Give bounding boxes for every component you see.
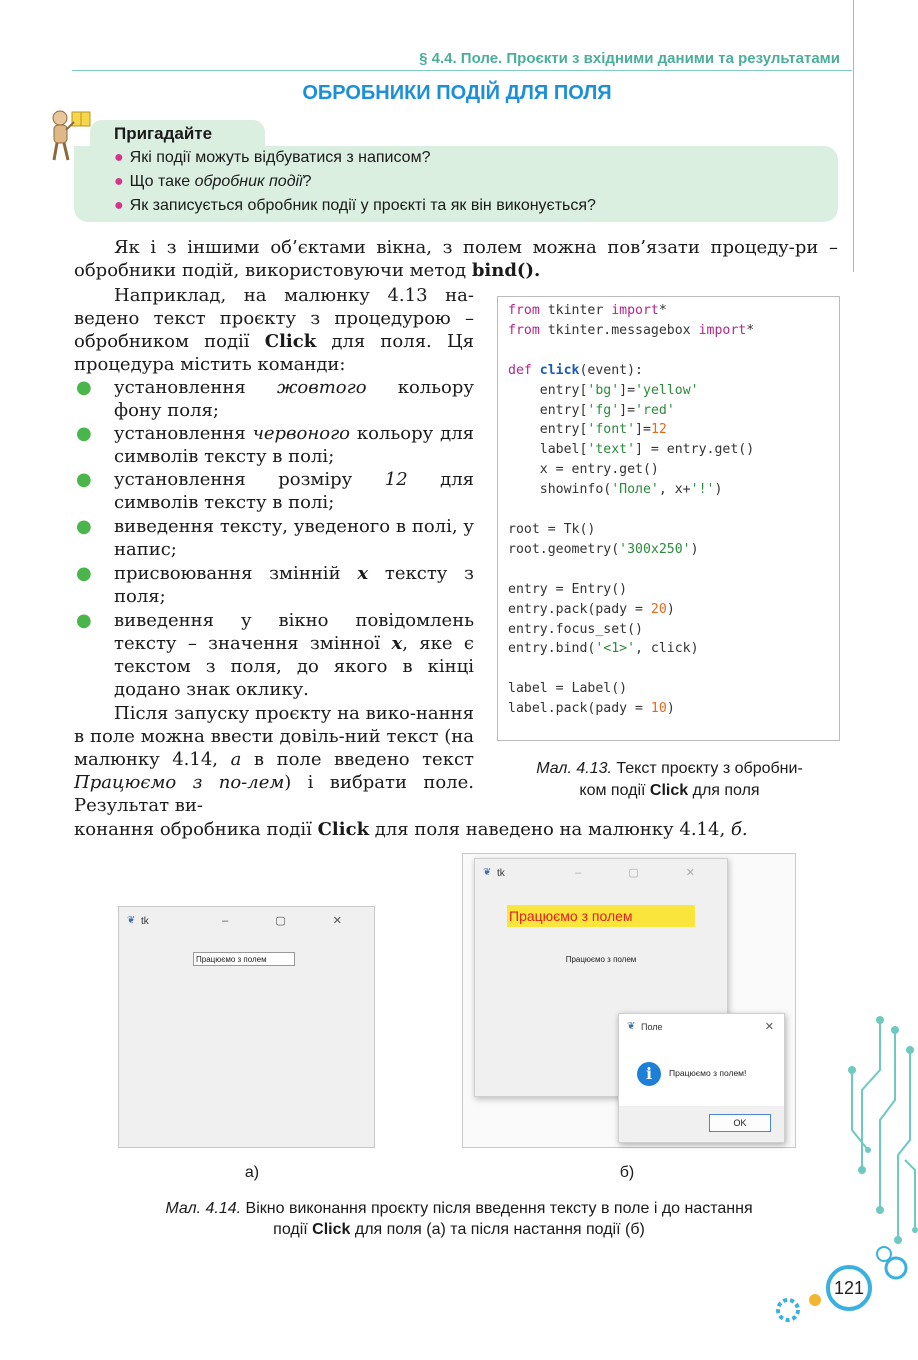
bullet-item: ● виведення тексту, уведеного в полі, у напис; bbox=[76, 516, 474, 560]
margin-rule bbox=[853, 0, 854, 272]
code-listing bbox=[497, 296, 840, 741]
ok-button[interactable]: OK bbox=[709, 1114, 771, 1132]
result-label: Працюємо з полем bbox=[565, 955, 637, 964]
feather-icon: ❦ bbox=[483, 867, 492, 878]
dialog-message: Працюємо з полем! bbox=[669, 1068, 747, 1078]
section-header: § 4.4. Поле. Проєкти з вхідними даними та результатами bbox=[419, 50, 840, 67]
page-title: ОБРОБНИКИ ПОДІЙ ДЛЯ ПОЛЯ bbox=[302, 82, 612, 104]
feather-icon: ❦ bbox=[127, 915, 136, 926]
paragraph-run: Після запуску проєкту на вико-нання в поле можна ввести довіль-ний текст (на малюнку 4.14, а в поле введено текст Працюємо з по-лем) і вибрати поле. Результат ви- bbox=[74, 703, 474, 816]
window-titlebar bbox=[475, 859, 727, 887]
recall-item: ● Які події можуть відбуватися з написом? bbox=[114, 149, 431, 166]
gear-icon bbox=[770, 1282, 830, 1332]
window-title: tk bbox=[141, 916, 149, 927]
recall-item: ● Як записується обробник події у проєкті та як він виконується? bbox=[114, 197, 596, 214]
dialog-title: Поле bbox=[641, 1022, 663, 1032]
window-controls[interactable]: – ▢ ✕ bbox=[575, 867, 717, 879]
bullet-item: ● установлення розміру 12 для символів тексту в полі; bbox=[76, 469, 474, 513]
entry-field-highlighted[interactable]: Працюємо з полем bbox=[507, 905, 695, 927]
recall-item: ● Що таке обробник події? bbox=[114, 173, 312, 190]
feather-icon: ❦ bbox=[627, 1021, 636, 1032]
figure-caption-4-14: Мал. 4.14. Вікно виконання проєкту після введення тексту в поле і до настання події Click для поля (а) та після настання події (б) bbox=[165, 1200, 753, 1238]
window-controls[interactable]: – ▢ ✕ bbox=[222, 915, 364, 927]
page-number: 121 bbox=[833, 1278, 865, 1298]
code-text: from tkinter import* from tkinter.messagebox import* def click(event): entry['bg']='yellow' entry['fg']='red' entry['font']=12 label['text'] = entry.get() x = entry.get() showinfo('Поле', x+'!') root = Tk() root.geometry('300x250') entry = Entry() entry.pack(pady = 20) entry.focus_set() entry.bind('<1>', click) label = Label() label.pack(pady = 10) bbox=[508, 303, 755, 717]
close-icon[interactable]: ✕ bbox=[764, 1021, 774, 1033]
dialog-footer bbox=[619, 1106, 784, 1142]
subfigure-label-a: а) bbox=[244, 1164, 260, 1181]
window-titlebar bbox=[119, 907, 374, 935]
bullet-item: ● установлення жовтого кольору фону поля; bbox=[76, 377, 474, 421]
recall-title: Пригадайте bbox=[114, 124, 213, 143]
entry-field[interactable]: Працюємо з полем bbox=[193, 952, 295, 966]
bullet-item: ● установлення червоного кольору для символів тексту в полі; bbox=[76, 423, 474, 467]
subfigure-label-b: б) bbox=[619, 1164, 635, 1181]
info-icon: i bbox=[637, 1062, 661, 1086]
header-rule bbox=[72, 70, 852, 71]
paragraph-result: конання обробника події Click для поля наведено на малюнку 4.14, б. bbox=[74, 819, 748, 840]
messagebox-dialog bbox=[618, 1013, 785, 1143]
paragraph-example: Наприклад, на малюнку 4.13 на-ведено текст проєкту з процедурою – обробником події Click для поля. Ця процедура містить команди: bbox=[74, 285, 475, 375]
tk-window-a bbox=[118, 906, 375, 1148]
bullet-item: ● присвоювання змінній x тексту з поля; bbox=[76, 563, 474, 607]
figure-caption-4-13: Мал. 4.13. Текст проєкту з обробни- ком події Click для поля bbox=[536, 760, 803, 799]
page-number-badge bbox=[826, 1265, 872, 1311]
paragraph-intro: Як і з іншими об’єктами вікна, з полем можна пов’язати процеду-ри – обробники подій, використовуючи метод bind(). bbox=[74, 237, 838, 281]
window-title: tk bbox=[497, 868, 505, 879]
dialog-titlebar bbox=[619, 1014, 784, 1040]
bullet-item: ● виведення у вікно повідомлень тексту – значення змінної x, яке є текстом з поля, до якого в кінці додано знак оклику. bbox=[76, 610, 474, 700]
reader-mascot-icon bbox=[44, 108, 94, 162]
